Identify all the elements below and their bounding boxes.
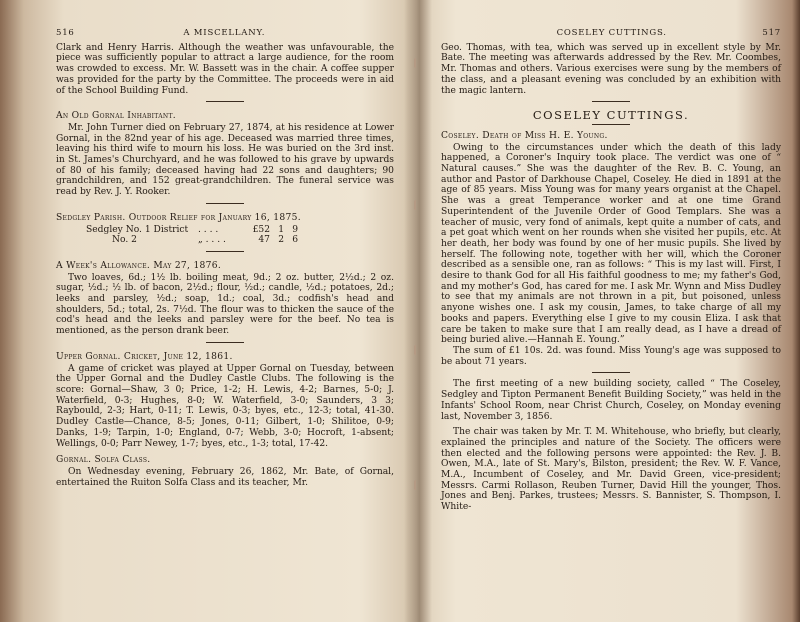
running-head: A MISCELLANY. (183, 28, 266, 38)
section-divider (206, 203, 244, 204)
left-page-header (56, 28, 394, 39)
section-divider (206, 342, 244, 343)
relief-table (86, 225, 394, 246)
left-page (56, 28, 394, 614)
section-heading: Upper Gornal. Cricket, June 12, 1861. (56, 351, 233, 362)
intro-paragraph: Geo. Thomas, with tea, which was served up in excellent style by Mr. Bate. The meeting was afterwards addressed by the Rev. Mr. Coombes, Mr. Thomas and others. Various exercises were sung by the members of the class, and a pleasant evening was concluded by an exhibition with the magic lantern. (441, 42, 781, 96)
section-heading: An Old Gornal Inhabitant. (56, 111, 176, 122)
book-gutter (404, 0, 432, 622)
building-paragraph: The first meeting of a new building society, called “ The Coseley, Sedgley and Tipton Permanent Benefit Building Society,” was held in the Infants' School Room, near Christ Church, Coseley, on Monday evening last, November 3, 1856. (441, 379, 781, 422)
right-page (441, 28, 781, 614)
death-paragraph: Owing to the circumstances under which the death of this lady happened, a Coroner's Inquiry took place. The verdict was one of “ Natural causes.” She was the daughter of the Rev. B. C. Young, an author and Pastor of Darkhouse Chapel, Coseley. He died in 1891 at the age of 85 years. Miss Young was for many years organist at the Chapel. She was a great Temperance worker and at one time Grand Superintendent of the Juvenile Order of Good Templars. She was a teacher of music, very fond of animals, kept quite a number of cats, and a pet goat which went on her rounds when she visited her pupils, etc. At her death, her body was found by one of her music pupils. She lived by herself. The following note, together with her will, which the Coroner described as a sensible one, ran as follows: “ This is my last will. First, I desire to thank God for all His faithful goodness to me; my father's God, and my mother's God, has cared for me. I ask Mr. Wynn and Miss Dudley to see that my animals are not thrown in a pit, but poisoned, unless anyone wishes one. I ask my cousin, James, to take charge of all my books and papers. Everything else I give to my cousin Eliza. I ask that care be taken to make sure that I am really dead, as I have a dread of being buried alive.—Hannah E. Young.” (441, 142, 781, 346)
section-heading: Gornal. Solfa Class. (56, 455, 151, 466)
section-heading: A Week's Allowance. May 27, 1876. (56, 260, 222, 271)
section-heading: Sedgley Parish. Outdoor Relief for January 16, 1875. (56, 212, 301, 223)
section-divider (206, 251, 244, 252)
intro-paragraph: Clark and Henry Harris. Although the weather was unfavourable, the piece was sufficiently popular to attract a large audience, for the room was crowded to excess. Mr. W. Bassett was in the chair. A coffee supper was provided for the party by the Committee. The proceeds were in aid of the School Building Fund. (56, 42, 394, 96)
binding-stitch (414, 345, 422, 355)
page-number: 517 (762, 28, 781, 38)
section-divider (592, 372, 630, 373)
building-paragraph: The chair was taken by Mr. T. M. Whitehouse, who briefly, but clearly, explained the principles and nature of the Society. The officers were then elected and the following persons were appointed: the Rev. J. B. Owen, M.A., late of St. Mary's, Bilston, president; the Rev. W. F. Vance, M.A., Incumbent of Coseley, and Mr. David Green, vice-president; Messrs. Carmi Rollason, Reuben Turner, David Hill the younger, Thos. Jones and Benj. Parkes, trustees; Messrs. S. Bannister, S. Thompson, I. White- (441, 427, 781, 513)
sum-paragraph: The sum of £1 10s. 2d. was found. Miss Young's age was supposed to be about 71 years. (441, 345, 781, 367)
relief-row: No. 2 „ . . . . 47 2 6 (112, 235, 298, 246)
section-divider (592, 124, 630, 125)
section-paragraph: A game of cricket was played at Upper Gornal on Tuesday, between the Upper Gornal and the Dudley Castle Clubs. The following is the score: Gornal—Shaw, 3 0; Price, 1-2; H. Lewis, 4-2; Barnes, 5-0; J. Waterfield, 0-3; Hughes, 8-0; W. Waterfield, 3-0; Saunders, 3 3; Raybould, 2-3; Hart, 0-11; T. Lewis, 0-3; byes, etc., 12-3; total, 41-30. Dudley Castle—Chance, 8-5; Jones, 0-11; Gilbert, 1-0; Shilitoe, 0-9; Danks, 1-9; Tarpin, 1-0; England, 0-7; Webb, 3-0; Hocroft, 1-absent; Wellings, 0-0; Parr Newey, 1-7; byes, etc., 1-3; total, 17-42. (56, 363, 394, 449)
relief-row: Sedgley No. 1 District . . . . £52 1 9 (86, 224, 298, 235)
binding-stitch (414, 480, 422, 490)
section-paragraph: Two loaves, 6d.; 1½ lb. boiling meat, 9d.; 2 oz. butter, 2½d.; 2 oz. sugar, ½d.; ½ lb. of bacon, 2½d.; flour, ½d.; candle, ½d.; potatoes, 2d.; leeks and parsley, ½d.; soap, 1d.; coal, 3d.; codfish's head and shoulders, 5d.; total, 2s. 7½d. The flour was to thicken the sauce of the cod's head and the leeks and parsley were for the beef. No tea is mentioned, as the person drank beer. (56, 272, 394, 337)
section-paragraph: On Wednesday evening, February 26, 1862, Mr. Bate, of Gornal, entertained the Ruiton Solfa Class and its teacher, Mr. (56, 466, 394, 488)
chapter-title: COSELEY CUTTINGS. (532, 108, 690, 123)
section-heading: Coseley. Death of Miss H. E. Young. (441, 130, 608, 141)
section-divider (592, 101, 630, 102)
running-head: COSELEY CUTTINGS. (556, 28, 667, 38)
binding-stitch (414, 200, 422, 210)
section-divider (206, 101, 244, 102)
section-paragraph: Mr. John Turner died on February 27, 1874, at his residence at Lower Gornal, in the 82nd year of his age. Deceased was married three times, leaving his third wife to mourn his loss. He was buried on the 3rd inst. in St. James's Churchyard, and he was followed to his grave by upwards of 80 of his family; deceased having had 22 sons and daughters; 90 grandchildren, and 152 great-grandchildren. The funeral service was read by Rev. J. Y. Rooker. (56, 122, 394, 198)
page-number: 516 (56, 28, 75, 38)
binding-stitch (414, 58, 422, 68)
right-page-header (441, 28, 781, 39)
